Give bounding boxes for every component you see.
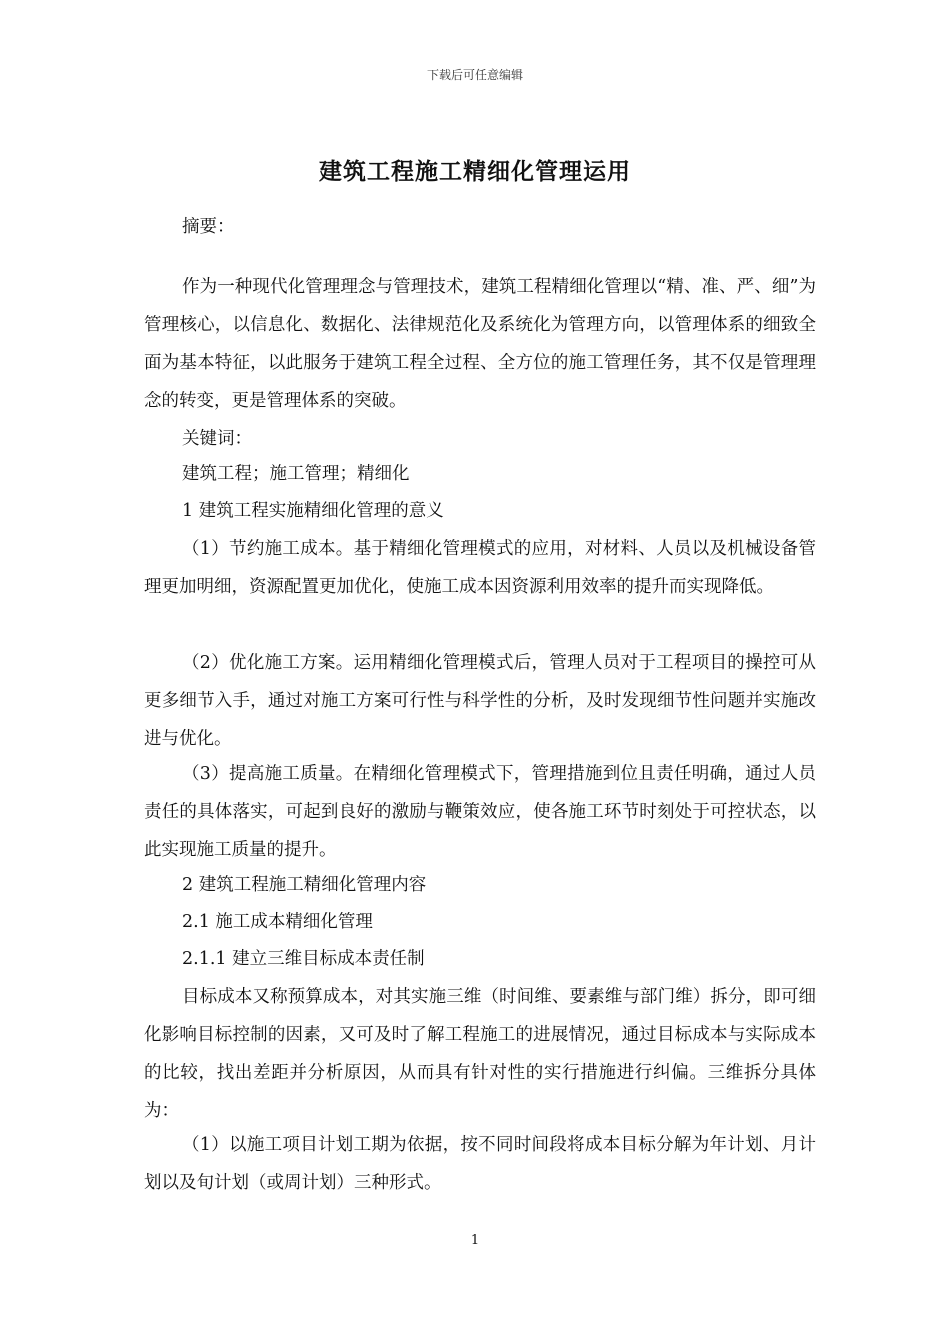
abstract-text: 作为一种现代化管理理念与管理技术，建筑工程精细化管理以“精、准、严、细”为管理核心，以信息化、数据化、法律规范化及系统化为管理方向，以管理体系的细致全面为基本特征，以此服务于建筑工程全过程、全方位的施工管理任务，其不仅是管理理念的转变，更是管理体系的突破。	[144, 277, 816, 411]
page-number: 1	[470, 1233, 480, 1248]
section-2-1-1-paragraph-2: （1）以施工项目计划工期为依据，按不同时间段将成本目标分解为年计划、月计划以及旬计划（或周计划）三种形式。	[144, 1135, 816, 1193]
section-1-paragraph-1: （1）节约施工成本。基于精细化管理模式的应用，对材料、人员以及机械设备管理更加明细，资源配置更加优化，使施工成本因资源利用效率的提升而实现降低。	[144, 539, 816, 597]
section-2-1-heading: 2.1 施工成本精细化管理	[182, 912, 373, 932]
section-1-paragraph-3: （3）提高施工质量。在精细化管理模式下，管理措施到位且责任明确，通过人员责任的具体落实，可起到良好的激励与鞭策效应，使各施工环节时刻处于可控状态，以此实现施工质量的提升。	[144, 764, 816, 860]
keywords: 建筑工程；施工管理；精细化	[182, 464, 410, 484]
section-1-paragraph-2: （2）优化施工方案。运用精细化管理模式后，管理人员对于工程项目的操控可从更多细节入手，通过对施工方案可行性与科学性的分析，及时发现细节性问题并实施改进与优化。	[144, 653, 816, 749]
document-title: 建筑工程施工精细化管理运用	[319, 158, 631, 185]
header-note: 下载后可任意编辑	[426, 68, 523, 82]
section-2-1-1-paragraph-1: 目标成本又称预算成本，对其实施三维（时间维、要素维与部门维）拆分，即可细化影响目标控制的因素，又可及时了解工程施工的进展情况，通过目标成本与实际成本的比较，找出差距并分析原因，从而具有针对性的实行措施进行纠偏。三维拆分具体为：	[144, 987, 816, 1121]
section-2-heading: 2 建筑工程施工精细化管理内容	[182, 875, 427, 895]
abstract-label: 摘要：	[182, 217, 235, 237]
keywords-label: 关键词：	[182, 429, 252, 449]
section-1-heading: 1 建筑工程实施精细化管理的意义	[182, 501, 444, 521]
section-2-1-1-heading: 2.1.1 建立三维目标成本责任制	[182, 949, 425, 969]
